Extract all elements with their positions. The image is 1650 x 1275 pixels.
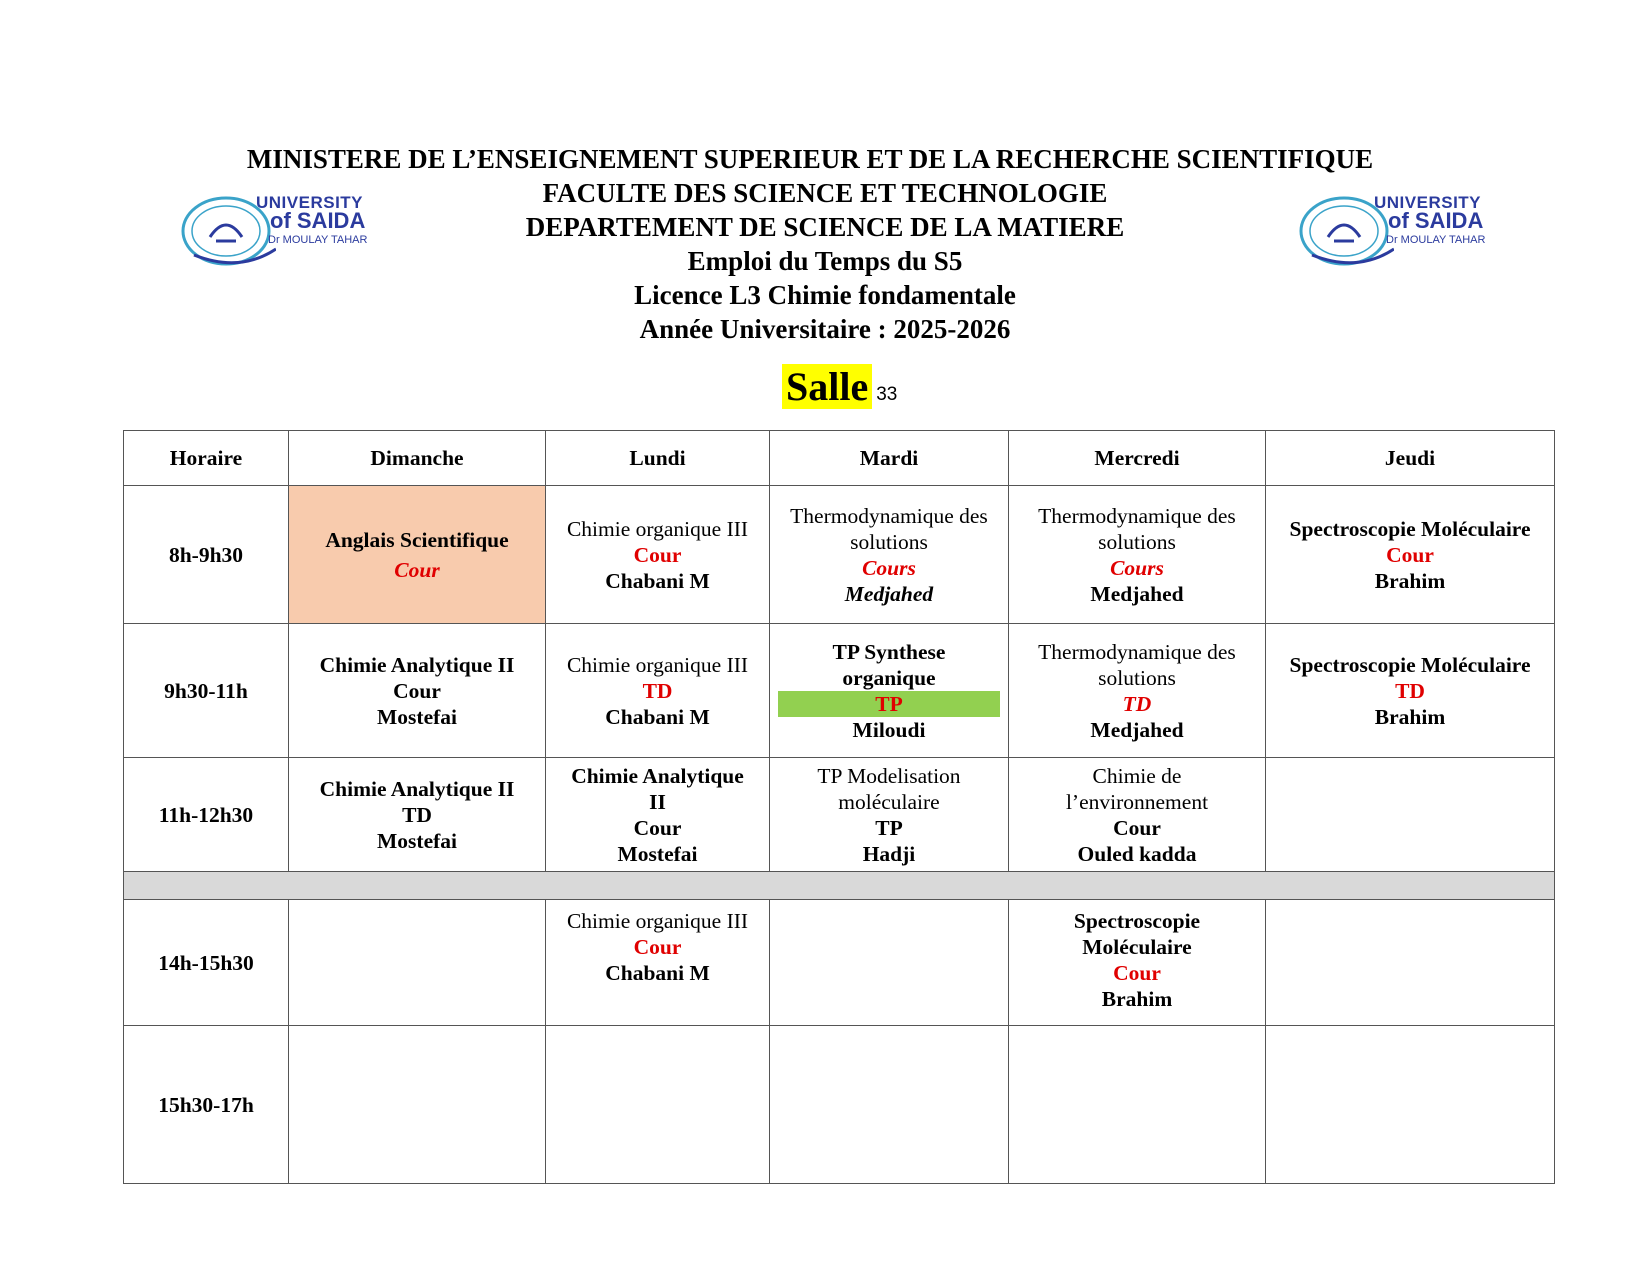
course-name: Spectroscopie Moléculaire <box>1289 516 1531 541</box>
course-name: Chimie Analytique II <box>319 776 515 801</box>
session-cell <box>770 758 1009 872</box>
course-name: Thermodynamique des solutions <box>1038 503 1236 554</box>
empty-cell <box>289 1026 546 1184</box>
department-title: DEPARTEMENT DE SCIENCE DE LA MATIERE <box>525 212 1125 242</box>
session-type: TD <box>642 678 673 703</box>
session-cell <box>546 486 770 624</box>
course-name: Thermodynamique des solutions <box>790 503 988 554</box>
col-header-mercredi: Mercredi <box>1009 431 1266 486</box>
university-logo-left <box>178 189 390 273</box>
teacher-name: Brahim <box>1374 704 1446 729</box>
session-type: Cour <box>1386 542 1434 567</box>
teacher-name: Ouled kadda <box>1077 841 1197 866</box>
course-name: Chimie organique III <box>566 909 749 933</box>
session-type: Cours <box>1110 555 1164 580</box>
course-name: TP Modelisation moléculaire <box>817 763 961 814</box>
session-type: Cour <box>633 935 682 959</box>
table-row <box>124 624 1555 758</box>
teacher-name: Medjahed <box>1090 581 1184 606</box>
teacher-name: Brahim <box>1101 987 1173 1011</box>
col-header-mardi: Mardi <box>770 431 1009 486</box>
teacher-name: Chabani M <box>605 704 710 729</box>
empty-cell <box>1266 900 1555 1026</box>
session-type: Cour <box>633 542 682 567</box>
session-type: TD <box>1395 678 1425 703</box>
session-cell <box>289 486 546 624</box>
session-cell <box>546 624 770 758</box>
session-cell <box>546 758 770 872</box>
col-header-jeudi: Jeudi <box>1266 431 1555 486</box>
teacher-name: Miloudi <box>852 717 926 742</box>
room-label <box>782 364 897 410</box>
session-type: TD <box>402 802 432 827</box>
session-cell <box>1009 758 1266 872</box>
course-name: Spectroscopie Moléculaire <box>1073 909 1201 959</box>
teacher-name: Chabani M <box>605 568 710 593</box>
teacher-name: Hadji <box>862 841 916 866</box>
time-slot: 15h30-17h <box>124 1026 289 1184</box>
time-slot: 14h-15h30 <box>124 900 289 1026</box>
teacher-name: Medjahed <box>1090 717 1184 742</box>
teacher-name: Mostefai <box>617 841 698 866</box>
session-cell <box>1266 624 1555 758</box>
empty-cell <box>546 1026 770 1184</box>
logo-university-text: UNIVERSITY <box>1374 193 1482 212</box>
table-row <box>124 900 1555 1026</box>
course-name: Chimie organique III <box>566 516 749 541</box>
empty-cell <box>770 1026 1009 1184</box>
university-logo-right <box>1296 189 1508 273</box>
table-row <box>124 486 1555 624</box>
course-name: Chimie Analytique II <box>571 763 744 814</box>
logo-saida-text: of SAIDA <box>1388 208 1484 233</box>
col-header-dimanche: Dimanche <box>289 431 546 486</box>
session-cell <box>770 624 1009 758</box>
timetable <box>123 430 1555 1184</box>
course-name: Chimie de l’environnement <box>1065 763 1209 814</box>
logo-doctor-text: Dr MOULAY TAHAR <box>1386 234 1486 246</box>
lunch-break-band <box>124 872 1555 900</box>
col-header-horaire: Horaire <box>124 431 289 486</box>
empty-cell <box>1266 758 1555 872</box>
table-row <box>124 758 1555 872</box>
session-type: Cours <box>862 555 916 580</box>
time-slot: 11h-12h30 <box>124 758 289 872</box>
academic-year: Année Universitaire : 2025-2026 <box>639 314 1011 344</box>
session-type: Cour <box>1113 961 1161 985</box>
logo-doctor-text: Dr MOULAY TAHAR <box>268 234 368 246</box>
course-name: Spectroscopie Moléculaire <box>1289 652 1531 677</box>
course-name: Anglais Scientifique <box>325 527 509 552</box>
session-cell <box>546 900 770 1026</box>
session-type: TP <box>875 815 903 840</box>
session-cell <box>1009 900 1266 1026</box>
session-type: Cour <box>633 815 682 840</box>
session-cell <box>1266 486 1555 624</box>
empty-cell <box>770 900 1009 1026</box>
empty-cell <box>289 900 546 1026</box>
ministry-title: MINISTERE DE L’ENSEIGNEMENT SUPERIEUR ET DE LA RECHERCHE SCIENTIFIQUE <box>246 144 1374 174</box>
teacher-name: Chabani M <box>605 961 710 985</box>
session-cell <box>1009 624 1266 758</box>
col-header-lundi: Lundi <box>546 431 770 486</box>
session-cell <box>770 486 1009 624</box>
time-slot: 8h-9h30 <box>124 486 289 624</box>
course-name: Chimie Analytique II <box>319 652 515 677</box>
table-row <box>124 1026 1555 1184</box>
course-name: TP Synthese organique <box>832 639 946 690</box>
course-name: Chimie organique III <box>566 652 749 677</box>
room-word: Salle <box>782 364 872 409</box>
session-type: Cour <box>1113 815 1161 840</box>
teacher-name: Mostefai <box>377 828 457 853</box>
teacher-name: Medjahed <box>844 581 934 606</box>
session-cell <box>289 758 546 872</box>
empty-cell <box>1266 1026 1555 1184</box>
empty-cell <box>1009 1026 1266 1184</box>
faculty-title: FACULTE DES SCIENCE ET TECHNOLOGIE <box>542 178 1108 208</box>
break-row <box>124 872 1555 900</box>
teacher-name: Brahim <box>1374 568 1446 593</box>
logo-university-text: UNIVERSITY <box>256 193 364 212</box>
header-row <box>124 431 1555 486</box>
session-cell <box>1009 486 1266 624</box>
session-cell <box>289 624 546 758</box>
session-type: TD <box>1122 691 1152 716</box>
teacher-name: Mostefai <box>377 704 457 729</box>
time-slot: 9h30-11h <box>124 624 289 758</box>
course-name: Thermodynamique des solutions <box>1038 639 1236 690</box>
session-type: Cour <box>393 678 441 703</box>
logo-saida-text: of SAIDA <box>270 208 366 233</box>
schedule-title: Emploi du Temps du S5 <box>687 246 963 276</box>
session-type: TP <box>778 691 1000 717</box>
room-number: 33 <box>876 384 898 405</box>
program-title: Licence L3 Chimie fondamentale <box>634 280 1016 310</box>
session-type: Cour <box>394 557 440 582</box>
